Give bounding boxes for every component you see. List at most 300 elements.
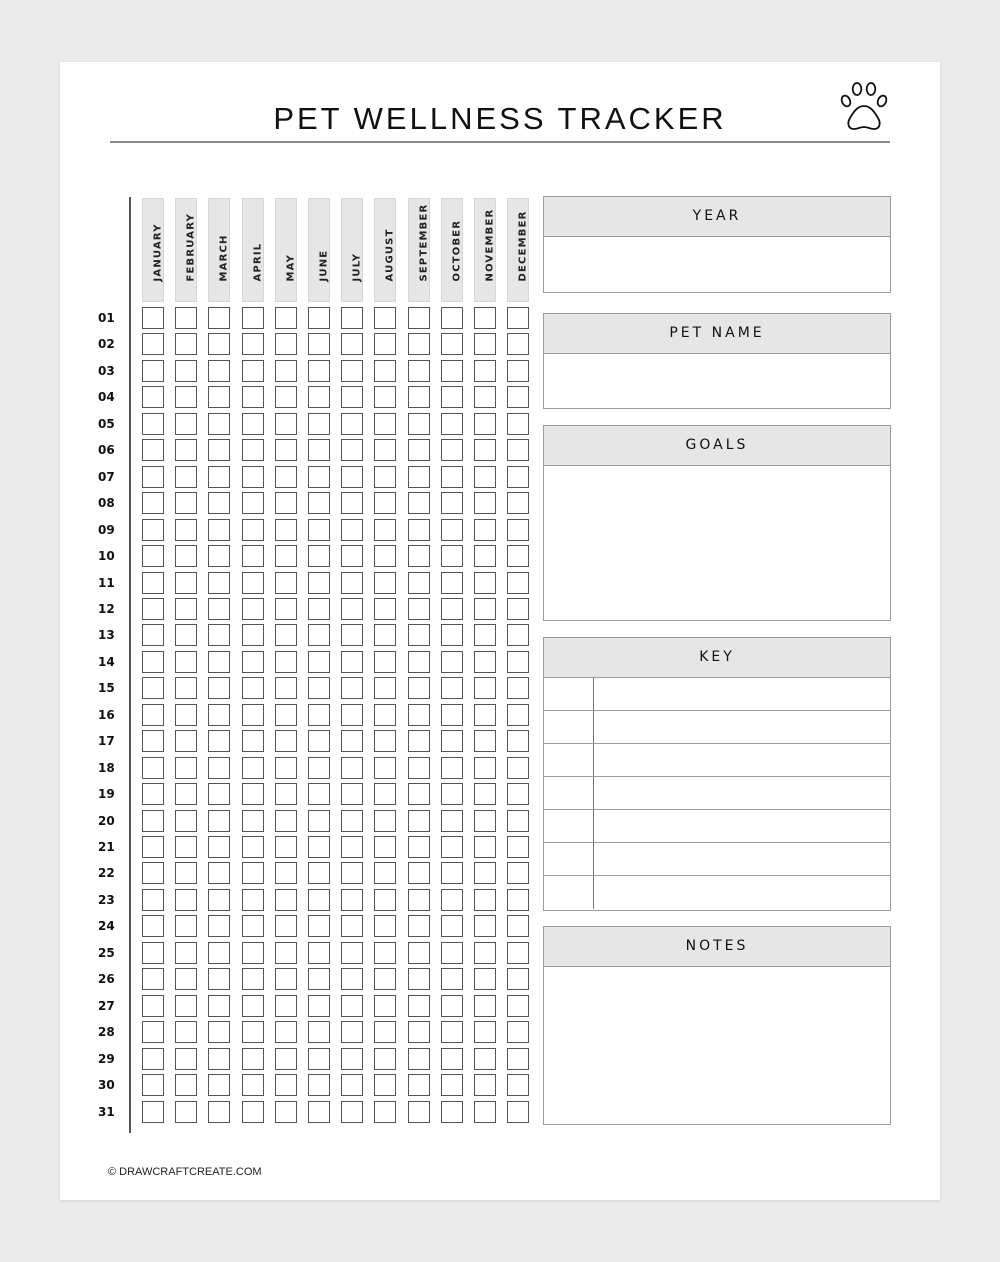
checkbox-august-04[interactable]: [374, 386, 396, 408]
checkbox-march-19[interactable]: [208, 783, 230, 805]
checkbox-november-23[interactable]: [474, 889, 496, 911]
checkbox-december-25[interactable]: [507, 942, 529, 964]
checkbox-november-18[interactable]: [474, 757, 496, 779]
checkbox-february-19[interactable]: [175, 783, 197, 805]
checkbox-september-12[interactable]: [408, 598, 430, 620]
checkbox-december-04[interactable]: [507, 386, 529, 408]
checkbox-august-08[interactable]: [374, 492, 396, 514]
checkbox-july-19[interactable]: [341, 783, 363, 805]
checkbox-november-19[interactable]: [474, 783, 496, 805]
checkbox-august-31[interactable]: [374, 1101, 396, 1123]
checkbox-january-14[interactable]: [142, 651, 164, 673]
checkbox-april-18[interactable]: [242, 757, 264, 779]
checkbox-june-18[interactable]: [308, 757, 330, 779]
checkbox-december-14[interactable]: [507, 651, 529, 673]
checkbox-january-21[interactable]: [142, 836, 164, 858]
checkbox-february-06[interactable]: [175, 439, 197, 461]
key-symbol-cell[interactable]: [544, 711, 594, 743]
checkbox-may-05[interactable]: [275, 413, 297, 435]
checkbox-june-11[interactable]: [308, 572, 330, 594]
key-symbol-cell[interactable]: [544, 678, 594, 710]
checkbox-december-20[interactable]: [507, 810, 529, 832]
checkbox-october-02[interactable]: [441, 333, 463, 355]
checkbox-july-11[interactable]: [341, 572, 363, 594]
checkbox-july-29[interactable]: [341, 1048, 363, 1070]
checkbox-may-29[interactable]: [275, 1048, 297, 1070]
checkbox-december-28[interactable]: [507, 1021, 529, 1043]
checkbox-september-03[interactable]: [408, 360, 430, 382]
checkbox-november-22[interactable]: [474, 862, 496, 884]
checkbox-april-09[interactable]: [242, 519, 264, 541]
checkbox-february-01[interactable]: [175, 307, 197, 329]
checkbox-may-10[interactable]: [275, 545, 297, 567]
checkbox-april-23[interactable]: [242, 889, 264, 911]
checkbox-september-14[interactable]: [408, 651, 430, 673]
checkbox-june-06[interactable]: [308, 439, 330, 461]
checkbox-february-26[interactable]: [175, 968, 197, 990]
checkbox-october-22[interactable]: [441, 862, 463, 884]
checkbox-january-16[interactable]: [142, 704, 164, 726]
checkbox-april-28[interactable]: [242, 1021, 264, 1043]
checkbox-january-26[interactable]: [142, 968, 164, 990]
checkbox-july-26[interactable]: [341, 968, 363, 990]
checkbox-may-01[interactable]: [275, 307, 297, 329]
checkbox-november-26[interactable]: [474, 968, 496, 990]
checkbox-march-27[interactable]: [208, 995, 230, 1017]
checkbox-april-07[interactable]: [242, 466, 264, 488]
checkbox-december-07[interactable]: [507, 466, 529, 488]
checkbox-november-08[interactable]: [474, 492, 496, 514]
checkbox-may-07[interactable]: [275, 466, 297, 488]
checkbox-october-27[interactable]: [441, 995, 463, 1017]
checkbox-september-18[interactable]: [408, 757, 430, 779]
checkbox-april-13[interactable]: [242, 624, 264, 646]
checkbox-april-19[interactable]: [242, 783, 264, 805]
checkbox-september-24[interactable]: [408, 915, 430, 937]
checkbox-june-23[interactable]: [308, 889, 330, 911]
checkbox-april-31[interactable]: [242, 1101, 264, 1123]
checkbox-april-26[interactable]: [242, 968, 264, 990]
checkbox-december-09[interactable]: [507, 519, 529, 541]
checkbox-july-04[interactable]: [341, 386, 363, 408]
checkbox-november-15[interactable]: [474, 677, 496, 699]
checkbox-december-24[interactable]: [507, 915, 529, 937]
checkbox-may-02[interactable]: [275, 333, 297, 355]
checkbox-april-12[interactable]: [242, 598, 264, 620]
checkbox-april-06[interactable]: [242, 439, 264, 461]
checkbox-december-18[interactable]: [507, 757, 529, 779]
checkbox-july-13[interactable]: [341, 624, 363, 646]
checkbox-march-03[interactable]: [208, 360, 230, 382]
checkbox-july-12[interactable]: [341, 598, 363, 620]
pet-name-field[interactable]: [544, 354, 890, 409]
checkbox-october-10[interactable]: [441, 545, 463, 567]
checkbox-april-01[interactable]: [242, 307, 264, 329]
checkbox-october-14[interactable]: [441, 651, 463, 673]
checkbox-may-17[interactable]: [275, 730, 297, 752]
checkbox-august-01[interactable]: [374, 307, 396, 329]
checkbox-june-30[interactable]: [308, 1074, 330, 1096]
checkbox-december-26[interactable]: [507, 968, 529, 990]
checkbox-march-10[interactable]: [208, 545, 230, 567]
checkbox-august-23[interactable]: [374, 889, 396, 911]
checkbox-august-26[interactable]: [374, 968, 396, 990]
checkbox-july-27[interactable]: [341, 995, 363, 1017]
checkbox-january-27[interactable]: [142, 995, 164, 1017]
checkbox-april-29[interactable]: [242, 1048, 264, 1070]
checkbox-november-03[interactable]: [474, 360, 496, 382]
checkbox-may-27[interactable]: [275, 995, 297, 1017]
checkbox-february-15[interactable]: [175, 677, 197, 699]
checkbox-september-10[interactable]: [408, 545, 430, 567]
checkbox-august-20[interactable]: [374, 810, 396, 832]
checkbox-january-09[interactable]: [142, 519, 164, 541]
checkbox-may-09[interactable]: [275, 519, 297, 541]
checkbox-october-19[interactable]: [441, 783, 463, 805]
checkbox-march-30[interactable]: [208, 1074, 230, 1096]
checkbox-august-19[interactable]: [374, 783, 396, 805]
checkbox-june-29[interactable]: [308, 1048, 330, 1070]
checkbox-february-20[interactable]: [175, 810, 197, 832]
checkbox-july-03[interactable]: [341, 360, 363, 382]
checkbox-february-28[interactable]: [175, 1021, 197, 1043]
checkbox-november-02[interactable]: [474, 333, 496, 355]
checkbox-april-11[interactable]: [242, 572, 264, 594]
checkbox-may-21[interactable]: [275, 836, 297, 858]
checkbox-january-22[interactable]: [142, 862, 164, 884]
checkbox-january-13[interactable]: [142, 624, 164, 646]
checkbox-march-28[interactable]: [208, 1021, 230, 1043]
checkbox-april-05[interactable]: [242, 413, 264, 435]
checkbox-august-25[interactable]: [374, 942, 396, 964]
checkbox-october-16[interactable]: [441, 704, 463, 726]
checkbox-november-04[interactable]: [474, 386, 496, 408]
checkbox-december-23[interactable]: [507, 889, 529, 911]
checkbox-july-08[interactable]: [341, 492, 363, 514]
checkbox-april-04[interactable]: [242, 386, 264, 408]
checkbox-january-29[interactable]: [142, 1048, 164, 1070]
checkbox-june-20[interactable]: [308, 810, 330, 832]
checkbox-november-12[interactable]: [474, 598, 496, 620]
checkbox-august-18[interactable]: [374, 757, 396, 779]
checkbox-march-12[interactable]: [208, 598, 230, 620]
checkbox-november-29[interactable]: [474, 1048, 496, 1070]
checkbox-march-15[interactable]: [208, 677, 230, 699]
checkbox-june-04[interactable]: [308, 386, 330, 408]
checkbox-december-05[interactable]: [507, 413, 529, 435]
checkbox-april-25[interactable]: [242, 942, 264, 964]
checkbox-april-15[interactable]: [242, 677, 264, 699]
checkbox-october-29[interactable]: [441, 1048, 463, 1070]
checkbox-january-05[interactable]: [142, 413, 164, 435]
checkbox-february-25[interactable]: [175, 942, 197, 964]
checkbox-march-18[interactable]: [208, 757, 230, 779]
checkbox-july-15[interactable]: [341, 677, 363, 699]
checkbox-december-31[interactable]: [507, 1101, 529, 1123]
checkbox-february-27[interactable]: [175, 995, 197, 1017]
checkbox-may-24[interactable]: [275, 915, 297, 937]
checkbox-june-02[interactable]: [308, 333, 330, 355]
checkbox-january-31[interactable]: [142, 1101, 164, 1123]
checkbox-june-31[interactable]: [308, 1101, 330, 1123]
checkbox-october-23[interactable]: [441, 889, 463, 911]
checkbox-february-13[interactable]: [175, 624, 197, 646]
checkbox-february-21[interactable]: [175, 836, 197, 858]
checkbox-june-07[interactable]: [308, 466, 330, 488]
checkbox-december-02[interactable]: [507, 333, 529, 355]
checkbox-april-08[interactable]: [242, 492, 264, 514]
checkbox-november-06[interactable]: [474, 439, 496, 461]
checkbox-november-21[interactable]: [474, 836, 496, 858]
checkbox-july-02[interactable]: [341, 333, 363, 355]
checkbox-january-04[interactable]: [142, 386, 164, 408]
key-symbol-cell[interactable]: [544, 876, 594, 909]
checkbox-august-27[interactable]: [374, 995, 396, 1017]
checkbox-november-05[interactable]: [474, 413, 496, 435]
checkbox-june-25[interactable]: [308, 942, 330, 964]
checkbox-may-30[interactable]: [275, 1074, 297, 1096]
checkbox-january-28[interactable]: [142, 1021, 164, 1043]
checkbox-march-25[interactable]: [208, 942, 230, 964]
checkbox-september-22[interactable]: [408, 862, 430, 884]
checkbox-february-05[interactable]: [175, 413, 197, 435]
checkbox-april-24[interactable]: [242, 915, 264, 937]
checkbox-october-12[interactable]: [441, 598, 463, 620]
checkbox-november-25[interactable]: [474, 942, 496, 964]
checkbox-july-16[interactable]: [341, 704, 363, 726]
checkbox-april-03[interactable]: [242, 360, 264, 382]
checkbox-december-03[interactable]: [507, 360, 529, 382]
checkbox-may-22[interactable]: [275, 862, 297, 884]
checkbox-february-11[interactable]: [175, 572, 197, 594]
key-meaning-cell[interactable]: [594, 744, 890, 776]
checkbox-february-08[interactable]: [175, 492, 197, 514]
checkbox-september-29[interactable]: [408, 1048, 430, 1070]
checkbox-october-28[interactable]: [441, 1021, 463, 1043]
checkbox-may-04[interactable]: [275, 386, 297, 408]
checkbox-august-21[interactable]: [374, 836, 396, 858]
checkbox-september-30[interactable]: [408, 1074, 430, 1096]
checkbox-june-09[interactable]: [308, 519, 330, 541]
checkbox-february-30[interactable]: [175, 1074, 197, 1096]
checkbox-july-14[interactable]: [341, 651, 363, 673]
checkbox-august-02[interactable]: [374, 333, 396, 355]
checkbox-february-09[interactable]: [175, 519, 197, 541]
checkbox-october-30[interactable]: [441, 1074, 463, 1096]
checkbox-december-15[interactable]: [507, 677, 529, 699]
checkbox-february-17[interactable]: [175, 730, 197, 752]
checkbox-october-17[interactable]: [441, 730, 463, 752]
key-symbol-cell[interactable]: [544, 810, 594, 842]
checkbox-july-20[interactable]: [341, 810, 363, 832]
checkbox-september-15[interactable]: [408, 677, 430, 699]
key-symbol-cell[interactable]: [544, 744, 594, 776]
checkbox-june-13[interactable]: [308, 624, 330, 646]
key-symbol-cell[interactable]: [544, 777, 594, 809]
checkbox-august-09[interactable]: [374, 519, 396, 541]
checkbox-august-22[interactable]: [374, 862, 396, 884]
checkbox-may-11[interactable]: [275, 572, 297, 594]
checkbox-june-28[interactable]: [308, 1021, 330, 1043]
checkbox-august-06[interactable]: [374, 439, 396, 461]
checkbox-november-01[interactable]: [474, 307, 496, 329]
checkbox-october-13[interactable]: [441, 624, 463, 646]
key-meaning-cell[interactable]: [594, 711, 890, 743]
checkbox-july-25[interactable]: [341, 942, 363, 964]
checkbox-april-21[interactable]: [242, 836, 264, 858]
checkbox-june-03[interactable]: [308, 360, 330, 382]
key-meaning-cell[interactable]: [594, 678, 890, 710]
key-symbol-cell[interactable]: [544, 843, 594, 875]
checkbox-march-23[interactable]: [208, 889, 230, 911]
checkbox-february-14[interactable]: [175, 651, 197, 673]
checkbox-august-10[interactable]: [374, 545, 396, 567]
checkbox-december-11[interactable]: [507, 572, 529, 594]
checkbox-march-26[interactable]: [208, 968, 230, 990]
checkbox-december-16[interactable]: [507, 704, 529, 726]
checkbox-may-18[interactable]: [275, 757, 297, 779]
checkbox-december-01[interactable]: [507, 307, 529, 329]
checkbox-june-16[interactable]: [308, 704, 330, 726]
checkbox-march-31[interactable]: [208, 1101, 230, 1123]
checkbox-july-22[interactable]: [341, 862, 363, 884]
notes-field[interactable]: [544, 967, 890, 1125]
checkbox-september-13[interactable]: [408, 624, 430, 646]
checkbox-june-21[interactable]: [308, 836, 330, 858]
checkbox-march-04[interactable]: [208, 386, 230, 408]
checkbox-september-26[interactable]: [408, 968, 430, 990]
checkbox-february-07[interactable]: [175, 466, 197, 488]
checkbox-november-28[interactable]: [474, 1021, 496, 1043]
checkbox-june-10[interactable]: [308, 545, 330, 567]
checkbox-january-02[interactable]: [142, 333, 164, 355]
checkbox-august-12[interactable]: [374, 598, 396, 620]
checkbox-march-24[interactable]: [208, 915, 230, 937]
checkbox-february-02[interactable]: [175, 333, 197, 355]
checkbox-april-02[interactable]: [242, 333, 264, 355]
checkbox-january-25[interactable]: [142, 942, 164, 964]
key-meaning-cell[interactable]: [594, 843, 890, 875]
checkbox-may-26[interactable]: [275, 968, 297, 990]
checkbox-september-04[interactable]: [408, 386, 430, 408]
checkbox-october-20[interactable]: [441, 810, 463, 832]
checkbox-september-05[interactable]: [408, 413, 430, 435]
checkbox-january-17[interactable]: [142, 730, 164, 752]
checkbox-october-06[interactable]: [441, 439, 463, 461]
checkbox-january-30[interactable]: [142, 1074, 164, 1096]
checkbox-september-02[interactable]: [408, 333, 430, 355]
checkbox-september-11[interactable]: [408, 572, 430, 594]
checkbox-november-14[interactable]: [474, 651, 496, 673]
checkbox-november-24[interactable]: [474, 915, 496, 937]
checkbox-may-28[interactable]: [275, 1021, 297, 1043]
checkbox-november-13[interactable]: [474, 624, 496, 646]
checkbox-july-09[interactable]: [341, 519, 363, 541]
checkbox-november-20[interactable]: [474, 810, 496, 832]
checkbox-december-29[interactable]: [507, 1048, 529, 1070]
checkbox-december-17[interactable]: [507, 730, 529, 752]
checkbox-january-03[interactable]: [142, 360, 164, 382]
checkbox-march-29[interactable]: [208, 1048, 230, 1070]
checkbox-february-29[interactable]: [175, 1048, 197, 1070]
checkbox-january-10[interactable]: [142, 545, 164, 567]
checkbox-april-20[interactable]: [242, 810, 264, 832]
goals-field[interactable]: [544, 466, 890, 621]
key-meaning-cell[interactable]: [594, 810, 890, 842]
checkbox-september-21[interactable]: [408, 836, 430, 858]
checkbox-february-16[interactable]: [175, 704, 197, 726]
checkbox-march-17[interactable]: [208, 730, 230, 752]
checkbox-january-01[interactable]: [142, 307, 164, 329]
checkbox-november-10[interactable]: [474, 545, 496, 567]
checkbox-may-16[interactable]: [275, 704, 297, 726]
checkbox-january-18[interactable]: [142, 757, 164, 779]
checkbox-september-19[interactable]: [408, 783, 430, 805]
checkbox-august-05[interactable]: [374, 413, 396, 435]
checkbox-july-31[interactable]: [341, 1101, 363, 1123]
checkbox-february-18[interactable]: [175, 757, 197, 779]
checkbox-march-22[interactable]: [208, 862, 230, 884]
checkbox-september-27[interactable]: [408, 995, 430, 1017]
checkbox-august-07[interactable]: [374, 466, 396, 488]
checkbox-december-22[interactable]: [507, 862, 529, 884]
checkbox-march-16[interactable]: [208, 704, 230, 726]
key-meaning-cell[interactable]: [594, 777, 890, 809]
checkbox-july-01[interactable]: [341, 307, 363, 329]
checkbox-june-12[interactable]: [308, 598, 330, 620]
checkbox-march-07[interactable]: [208, 466, 230, 488]
checkbox-september-17[interactable]: [408, 730, 430, 752]
checkbox-september-20[interactable]: [408, 810, 430, 832]
checkbox-october-04[interactable]: [441, 386, 463, 408]
checkbox-may-19[interactable]: [275, 783, 297, 805]
checkbox-august-30[interactable]: [374, 1074, 396, 1096]
checkbox-march-09[interactable]: [208, 519, 230, 541]
checkbox-october-21[interactable]: [441, 836, 463, 858]
checkbox-december-27[interactable]: [507, 995, 529, 1017]
checkbox-june-14[interactable]: [308, 651, 330, 673]
checkbox-april-30[interactable]: [242, 1074, 264, 1096]
checkbox-march-14[interactable]: [208, 651, 230, 673]
checkbox-october-08[interactable]: [441, 492, 463, 514]
checkbox-february-04[interactable]: [175, 386, 197, 408]
checkbox-august-17[interactable]: [374, 730, 396, 752]
checkbox-march-05[interactable]: [208, 413, 230, 435]
checkbox-june-01[interactable]: [308, 307, 330, 329]
checkbox-february-03[interactable]: [175, 360, 197, 382]
checkbox-may-08[interactable]: [275, 492, 297, 514]
checkbox-june-05[interactable]: [308, 413, 330, 435]
checkbox-february-12[interactable]: [175, 598, 197, 620]
checkbox-january-24[interactable]: [142, 915, 164, 937]
checkbox-august-14[interactable]: [374, 651, 396, 673]
checkbox-august-15[interactable]: [374, 677, 396, 699]
checkbox-march-02[interactable]: [208, 333, 230, 355]
checkbox-august-29[interactable]: [374, 1048, 396, 1070]
checkbox-august-28[interactable]: [374, 1021, 396, 1043]
checkbox-january-08[interactable]: [142, 492, 164, 514]
checkbox-february-31[interactable]: [175, 1101, 197, 1123]
checkbox-september-01[interactable]: [408, 307, 430, 329]
checkbox-october-31[interactable]: [441, 1101, 463, 1123]
checkbox-september-28[interactable]: [408, 1021, 430, 1043]
checkbox-august-24[interactable]: [374, 915, 396, 937]
checkbox-april-14[interactable]: [242, 651, 264, 673]
checkbox-october-15[interactable]: [441, 677, 463, 699]
checkbox-september-23[interactable]: [408, 889, 430, 911]
checkbox-december-10[interactable]: [507, 545, 529, 567]
checkbox-august-03[interactable]: [374, 360, 396, 382]
